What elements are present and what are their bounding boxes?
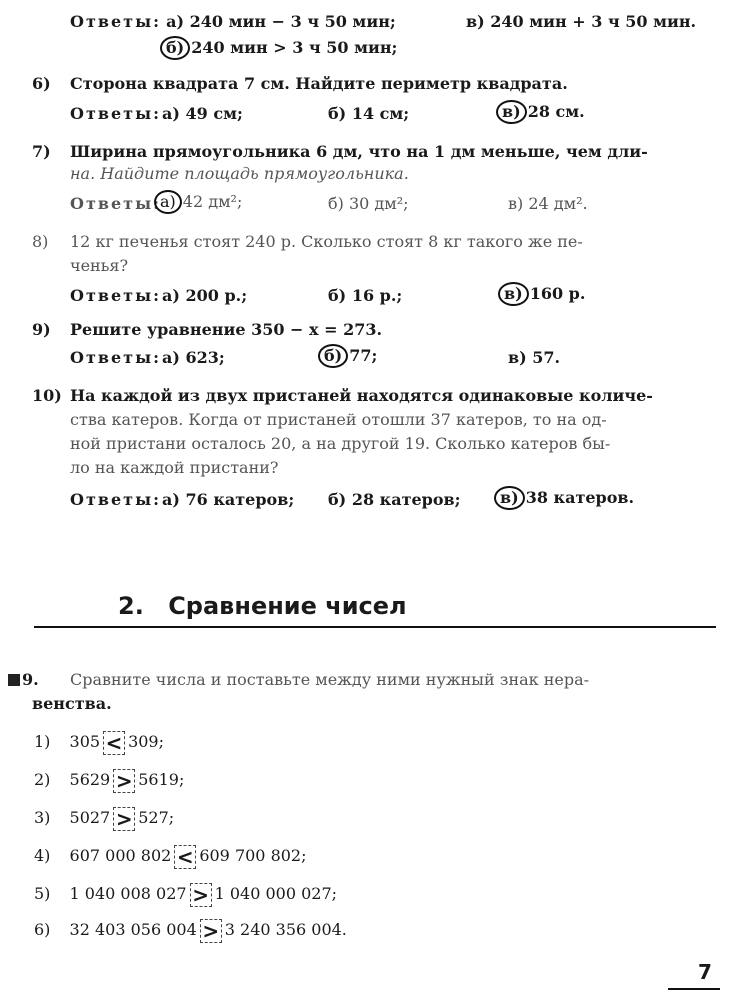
comparison-sign: > [190,883,212,907]
answer-v: в) 38 катеров. [494,486,634,510]
circled-answer-letter: б) [318,344,348,368]
task9-text-line1: Сравните числа и поставьте между ними нужный знак нера- [70,670,590,689]
section-title: Сравнение чисел [168,592,407,620]
comparison-sign: < [103,731,125,755]
comparison-item: 6) 32 403 056 004 > 3 240 356 004. [34,918,347,943]
q5-answers-line1 [70,10,396,34]
answers-label: Ответы: [70,286,162,305]
circled-answer-letter: в) [496,100,527,124]
q7-number: 7) [32,142,51,161]
comparison-item: 5) 1 040 008 027 > 1 040 000 027; [34,882,338,907]
q10-text-line3: ной пристани осталось 20, а на другой 19. Сколько катеров бы- [70,434,611,453]
page-number: 7 [698,960,712,984]
circled-answer-letter: в) [494,486,525,510]
comparison-item: 3) 5027 > 527; [34,806,175,831]
section-number: 2. [118,592,144,620]
q10-text-line2: ства катеров. Когда от пристаней отошли 37 катеров, то на од- [70,410,607,429]
q6-text: Сторона квадрата 7 см. Найдите периметр квадрата. [70,74,568,93]
answer-a: а) 42 дм²; [154,190,242,214]
q7-text-line2: на. Найдите площадь прямоугольника. [70,164,409,183]
q5-answers-line2 [160,36,397,60]
answer-b: 240 мин > 3 ч 50 мин; [191,38,398,57]
q10-text-line4: ло на каждой пристани? [70,458,279,477]
circled-answer-letter: а) [154,190,182,214]
q10-number: 10) [32,386,62,405]
answer-a: а) 240 мин − 3 ч 50 мин; [166,12,396,31]
answer-v: в) 24 дм². [508,194,588,213]
answer-v: в) 160 р. [498,282,585,306]
comparison-sign: > [113,769,135,793]
q7-text-line1: Ширина прямоугольника 6 дм, что на 1 дм меньше, чем дли- [70,142,648,161]
circled-answer-letter: б) [160,36,190,60]
answer-b: б) 77; [318,344,377,368]
answer-a: а) 200 р.; [162,286,248,305]
q9-text: Решите уравнение 350 − x = 273. [70,320,383,339]
comparison-item: 1) 305 < 309; [34,730,164,755]
answer-v: в) 240 мин + 3 ч 50 мин. [466,12,697,31]
section-rule [34,626,716,628]
comparison-item: 2) 5629 > 5619; [34,768,185,793]
comparison-sign: > [113,807,135,831]
q8-text-line1: 12 кг печенья стоят 240 р. Сколько стоят 8 кг такого же пе- [70,232,583,251]
task-marker-icon [8,674,20,686]
task9-text-line2: венства. [32,694,112,713]
answer-b: б) 28 катеров; [328,490,461,509]
comparison-sign: < [174,845,196,869]
answer-a: а) 623; [162,348,225,367]
answer-a: а) 76 катеров; [162,490,295,509]
comparison-item: 4) 607 000 802 < 609 700 802; [34,844,307,869]
q6-number: 6) [32,74,51,93]
answer-a: а) 49 см; [162,104,243,123]
answer-v: в) 57. [508,348,561,367]
answer-v: в) 28 см. [496,100,585,124]
answer-b: б) 14 см; [328,104,410,123]
section-heading [118,592,407,620]
answers-label: Ответы: [70,12,162,31]
page-number-rule [668,988,720,990]
q8-text-line2: ченья? [70,256,129,275]
answers-label: Ответы: [70,348,162,367]
q9-number: 9) [32,320,51,339]
answers-label: Ответы: [70,104,162,123]
answer-b: б) 16 р.; [328,286,403,305]
q10-text-line1: На каждой из двух пристаней находятся одинаковые количе- [70,386,653,405]
answers-label: Ответы: [70,490,162,509]
circled-answer-letter: в) [498,282,529,306]
comparison-sign: > [200,919,222,943]
answer-b: б) 30 дм²; [328,194,409,213]
q8-number: 8) [32,232,49,251]
answers-label: Ответы: [70,194,162,213]
task9-number: 9. [8,668,39,692]
